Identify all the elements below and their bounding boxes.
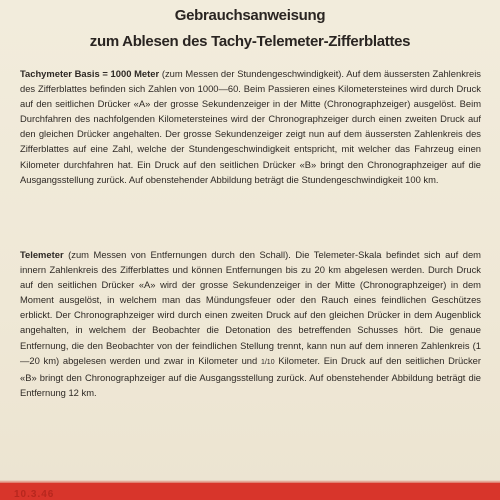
telemeter-text-part1: (zum Messen von Entfernungen durch den Schall). Die Telemeter-Skala befindet sich auf dem innern Zahlenkreis des Zifferblattes und können Entfernungen bis zu 20 km abgelesen werden. Durch Druck auf den seitlichen Drücker «A» wird der grosse Sekundenzeiger in der Mitte (Chronographzeiger) in dem Moment ausgelöst, in welchem man das Mündungsfeuer oder den Rauch eines feindlichen Geschützes erblickt. Der Chronographzeiger wird durch einen zweiten Druck auf den gleichen Drücker in dem Augenblick angehalten, in welchem der Beobachter die Detonation des betreffenden Schusses hört. Die genaue Entfernung, die den Beobachter von der feindlichen Stellung trennt, kann nun auf dem inneren Zahlenkreis (1—20 km) abgelesen werden und zwar in Kilometer und: [20, 249, 481, 366]
footer-stamp: 10.3.46: [14, 489, 55, 500]
telemeter-text-part2: Kilometer. Ein Druck auf den seitlichen Drücker «B» bringt den Chronographzeiger auf die Ausgangsstellung zurück. Auf obenstehender Abbildung beträgt die Entfernung 12 km.: [20, 354, 481, 398]
telemeter-paragraph: [20, 247, 481, 400]
fraction-tenth: 1/10: [260, 358, 275, 366]
telemeter-heading: Telemeter: [20, 249, 64, 260]
tachymeter-paragraph: [20, 66, 481, 187]
red-footer-band: [0, 483, 500, 500]
tachymeter-heading: Tachymeter Basis = 1000 Meter: [20, 68, 160, 79]
tachymeter-text: (zum Messen der Stundengeschwindigkeit). Auf dem äussersten Zahlenkreis des Zifferblattes befinden sich Zahlen von 1000—60. Beim Passieren eines Kilometersteines wird durch Druck auf den seitlichen Drücker «A» der grosse Sekundenzeiger in der Mitte (Chronographzeiger) ausgelöst. Beim Durchfahren des nachfolgenden Kilometersteines wird der Chronographzeiger durch einen zweiten Druck auf den gleichen Drücker angehalten. Der grosse Sekundenzeiger zeigt nun auf dem äussersten Zahlenkreis des Zifferblattes auf eine Zahl, welche der Stundengeschwindigkeit entspricht, mit welcher das Fahrzeug einen Kilometer durchfahren hat. Ein Druck auf den seitlichen Drücker «B» bringt den Chronographzeiger auf die Ausgangsstellung zurück. Auf obenstehender Abbildung beträgt die Stundengeschwindigkeit 100 km.: [20, 68, 481, 185]
document-subtitle: zum Ablesen des Tachy-Telemeter-Zifferblattes: [89, 33, 411, 50]
document-title: Gebrauchsanweisung: [174, 7, 326, 24]
